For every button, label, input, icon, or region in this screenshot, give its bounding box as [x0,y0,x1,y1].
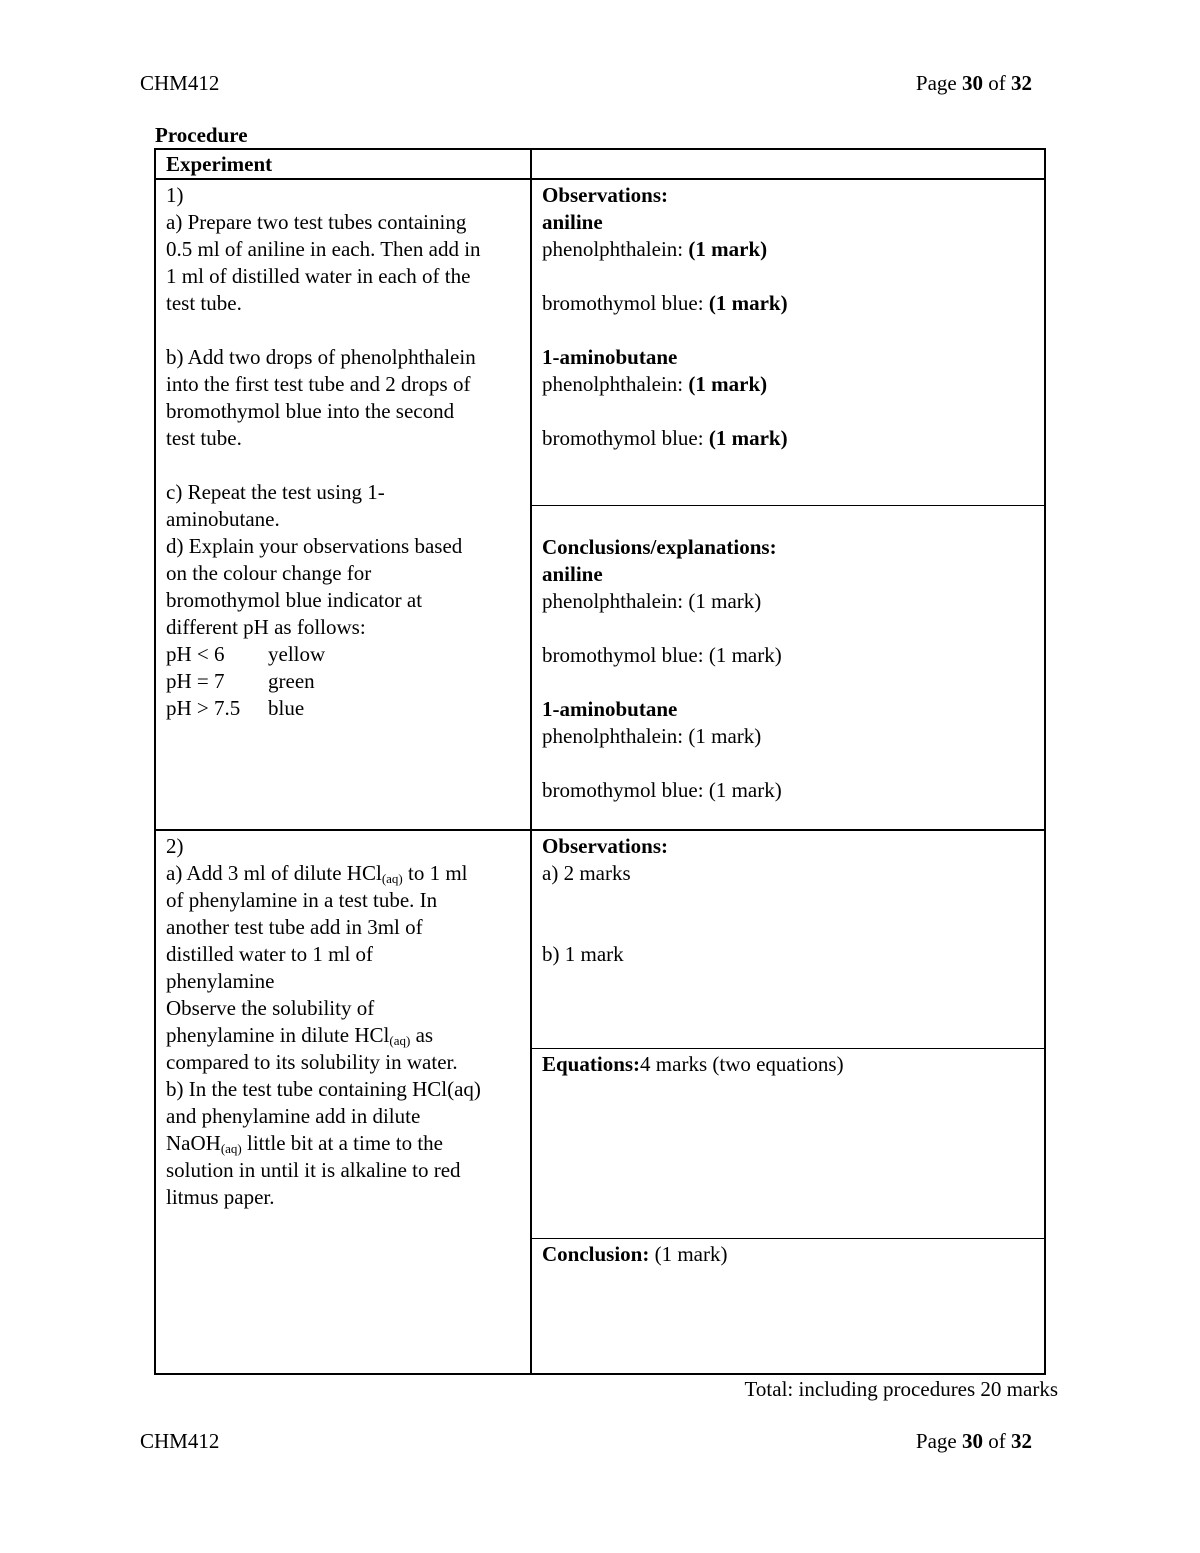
footer-course: CHM412 [140,1429,220,1453]
experiment-2-equations: Equations:4 marks (two equations) [532,1049,1044,1239]
ph-row: pH = 7 green [166,669,315,693]
experiment-2-procedure: 2) a) Add 3 ml of dilute HCl$_{(aq)}$ to 1 ml of phenylamine in a test tube. In another test tube add in 3ml of distilled water to 1 ml of phenylamine Observe the solubility of phenylamine in dilute HCl$_{(aq)}$ as compared to its solubility in water. b) In the test tube containing HCl(aq) and phenylamine add in dilute NaOH$_{(aq)}$ little bit at a time to the solution in until it is alkaline to red litmus paper. [156,831,532,1373]
ph-row: pH > 7.5 blue [166,696,305,720]
experiment-2-observations: Observations: a) 2 marks b) 1 mark [532,831,1044,1049]
experiment-2-row [156,831,1044,1373]
experiment-2-results [532,831,1044,1373]
col-experiment-header: Experiment [156,150,532,178]
col-empty-header [532,150,1044,178]
ph-row: pH < 6 yellow [166,642,326,666]
experiment-1-conclusions: Conclusions/explanations: aniline phenolphthalein: (1 mark) bromothymol blue: (1 mark) 1-aminobutane phenolphthalein: (1 mark) bromothymol blue: (1 mark) [542,535,782,802]
experiment-1-row [156,180,1044,831]
table-header-row [156,150,1044,180]
header-page: Page 30 of 32 [915,71,1032,95]
header-course: CHM412 [140,71,220,95]
page-header [140,70,1032,97]
experiment-2-conclusion: Conclusion: (1 mark) [542,1242,728,1266]
total-marks: Total: including procedures 20 marks [744,1377,1058,1401]
experiment-1-results [532,180,1044,829]
page-footer [140,1428,1032,1455]
experiment-1-observations: Observations: aniline phenolphthalein: (1 mark) bromothymol blue: (1 mark) 1-aminobutane phenolphthalein: (1 mark) bromothymol blue: (1 mark) [532,180,1044,506]
procedure-table [154,148,1046,1375]
experiment-1-procedure: 1) a) Prepare two test tubes containing 0.5 ml of aniline in each. Then add in 1 ml of distilled water in each of the test tube. b) Add two drops of phenolphthalein into the first test tube and 2 drops of bromothymol blue into the second test tube. c) Repeat the test using 1- aminobutane. d) Explain your observations based on the colour change for bromothymol blue indicator at different pH as follows: pH < 6 yellow pH = 7 green pH > 7.5 blue [156,180,532,829]
footer-page: Page 30 of 32 [915,1429,1032,1453]
section-title: Procedure [155,123,248,147]
